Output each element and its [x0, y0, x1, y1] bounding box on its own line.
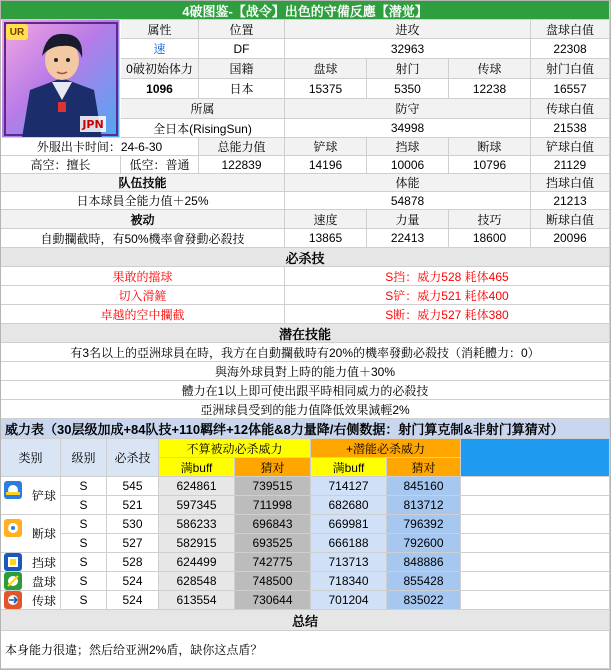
skill-cell: 545 — [107, 477, 159, 496]
shoot-white-label: 射门白值 — [531, 59, 610, 79]
power-value: 22413 — [367, 229, 449, 248]
skill-header: 必杀技 — [107, 439, 159, 477]
full-buff-value: 582915 — [159, 534, 235, 553]
power-table-title: 威力表（30层级加成+84队技+110羁绊+12体能&8力量降/右侧数据：射门算克制&非射门算猜对） — [1, 419, 610, 439]
skill-cell: 521 — [107, 496, 159, 515]
skill-cell: 527 — [107, 534, 159, 553]
guess-value: 693525 — [235, 534, 311, 553]
stamina-label: 体能 — [285, 174, 531, 192]
pass-value: 12238 — [449, 79, 531, 99]
team-skill-text: 日本球員全能力值＋25% — [1, 192, 285, 210]
latent-full-value: 682680 — [311, 496, 387, 515]
category-name: 断球 — [31, 527, 56, 541]
latent-skill-header: 潜在技能 — [1, 324, 610, 343]
page-title: 4破图鉴-【战令】出色的守備反應【潜觉】 — [1, 1, 610, 20]
full-buff-value: 597345 — [159, 496, 235, 515]
guess-value: 739515 — [235, 477, 311, 496]
level-cell: S — [61, 572, 107, 591]
stamina-0-value: 1096 — [121, 79, 199, 99]
latent-full-value: 701204 — [311, 591, 387, 610]
special-skill-stat: S挡：威力528 耗体465 — [285, 267, 610, 286]
stamina-0-label: 0破初始体力 — [121, 59, 199, 79]
latent-full-value: 666188 — [311, 534, 387, 553]
category-name: 传球 — [31, 593, 56, 608]
skill-cell: 524 — [107, 591, 159, 610]
category-name: 盘球 — [31, 574, 56, 589]
guess-value: 711998 — [235, 496, 311, 515]
category-name: 铲球 — [31, 489, 56, 503]
tackle-white-value: 21129 — [531, 156, 610, 174]
latent-skill-line: 有3名以上的亞洲球員在時，我方在自動攔截時有20%的機率發動必殺技（消耗體力：0） — [1, 343, 610, 362]
team-value: 全日本(RisingSun) — [121, 119, 285, 138]
level-cell: S — [61, 591, 107, 610]
level-cell: S — [61, 553, 107, 572]
speed-value: 13865 — [285, 229, 367, 248]
latent-full-value: 718340 — [311, 572, 387, 591]
empty-cell — [461, 515, 610, 534]
special-skill-name: 切入滑鏟 — [1, 286, 285, 305]
release-date: 外服出卡时间：24-6-30 — [1, 138, 199, 156]
tackle-label: 铲球 — [285, 138, 367, 156]
blank-header — [461, 439, 610, 477]
guess-value: 696843 — [235, 515, 311, 534]
latent-guess-value: 792600 — [387, 534, 461, 553]
special-skill-stat: S铲：威力521 耗体400 — [285, 286, 610, 305]
dribble-label: 盘球 — [285, 59, 367, 79]
team-skill-label: 队伍技能 — [1, 174, 285, 192]
summary-text: 本身能力很違；然后给亚洲2%盾，缺你这点盾？ — [1, 631, 610, 669]
full-buff-value: 624861 — [159, 477, 235, 496]
attribute-label: 属性 — [121, 20, 199, 39]
shoot-label: 射门 — [367, 59, 449, 79]
defense-label: 防守 — [285, 99, 531, 119]
total-value: 122839 — [199, 156, 285, 174]
air-ability: 高空：擅长 — [1, 156, 121, 174]
level-cell: S — [61, 515, 107, 534]
intercept-value: 10796 — [449, 156, 531, 174]
special-skill-stat: S断：威力527 耗体380 — [285, 305, 610, 324]
empty-cell — [461, 534, 610, 553]
empty-cell — [461, 553, 610, 572]
attack-value: 32963 — [285, 39, 531, 59]
group-latent-header: +潜能必杀威力 — [311, 439, 461, 458]
tackle-value: 14196 — [285, 156, 367, 174]
intercept-white-label: 断球白值 — [531, 210, 610, 229]
full-buff-value: 624499 — [159, 553, 235, 572]
block-white-value: 21213 — [531, 192, 610, 210]
level-cell: S — [61, 496, 107, 515]
skill-cell: 524 — [107, 572, 159, 591]
dribble-icon — [4, 572, 22, 590]
rarity-badge: UR — [6, 24, 28, 40]
latent-skill-line: 亞洲球員受到的能力值降低效果減輕2% — [1, 400, 610, 419]
full-buff-value: 628548 — [159, 572, 235, 591]
dribble-white-value: 22308 — [531, 39, 610, 59]
latent-skill-line: 體力在1以上即可使出跟平時相同威力的必殺技 — [1, 381, 610, 400]
pass-white-value: 21538 — [531, 119, 610, 138]
team-label: 所属 — [121, 99, 285, 119]
speed-label: 速度 — [285, 210, 367, 229]
special-skill-name: 卓越的空中攔截 — [1, 305, 285, 324]
dribble-white-label: 盘球白值 — [531, 20, 610, 39]
pass-icon — [4, 591, 22, 609]
empty-cell — [461, 496, 610, 515]
latent-full-value: 714127 — [311, 477, 387, 496]
level-header: 级别 — [61, 439, 107, 477]
svg-text:JPN: JPN — [82, 118, 104, 131]
latent-full-value: 669981 — [311, 515, 387, 534]
special-skill-name: 果敢的擋球 — [1, 267, 285, 286]
latent-skill-line: 與海外球員對上時的能力值＋30% — [1, 362, 610, 381]
category-cell-block — [1, 553, 61, 572]
category-name: 挡球 — [31, 555, 56, 570]
latent-guess-value: 848886 — [387, 553, 461, 572]
total-label: 总能力值 — [199, 138, 285, 156]
passive-label: 被动 — [1, 210, 285, 229]
guess-value: 730644 — [235, 591, 311, 610]
attack-label: 进攻 — [285, 20, 531, 39]
pass-white-label: 传球白值 — [531, 99, 610, 119]
passive-text: 自動攔截時，有50%機率會發動必殺技 — [1, 229, 285, 248]
empty-cell — [461, 591, 610, 610]
latent-guess-value: 845160 — [387, 477, 461, 496]
stamina-value: 54878 — [285, 192, 531, 210]
block-white-label: 挡球白值 — [531, 174, 610, 192]
latent-guess-value: 796392 — [387, 515, 461, 534]
block-icon — [4, 553, 22, 571]
special-skill-header: 必杀技 — [1, 248, 610, 267]
player-card-image — [2, 20, 120, 138]
attribute-value: 速 — [121, 39, 199, 59]
full-buff-value: 613554 — [159, 591, 235, 610]
position-value: DF — [199, 39, 285, 59]
guess-header: 猜对 — [387, 458, 461, 477]
intercept-label: 断球 — [449, 138, 531, 156]
intercept-icon — [4, 519, 22, 537]
skill-cell: 530 — [107, 515, 159, 534]
power-label: 力量 — [367, 210, 449, 229]
intercept-white-value: 20096 — [531, 229, 610, 248]
category-cell-tackle — [1, 477, 61, 515]
block-label: 挡球 — [367, 138, 449, 156]
full-buff-value: 586233 — [159, 515, 235, 534]
category-cell-pass — [1, 591, 61, 610]
tech-value: 18600 — [449, 229, 531, 248]
shoot-white-value: 16557 — [531, 79, 610, 99]
empty-cell — [461, 477, 610, 496]
tech-label: 技巧 — [449, 210, 531, 229]
latent-full-value: 713713 — [311, 553, 387, 572]
tackle-icon — [4, 481, 22, 499]
ground-ability: 低空：普通 — [121, 156, 199, 174]
nationality-value: 日本 — [199, 79, 285, 99]
category-cell-dribble — [1, 572, 61, 591]
latent-guess-value: 855428 — [387, 572, 461, 591]
full-buff-header: 满buff — [311, 458, 387, 477]
empty-cell — [461, 572, 610, 591]
summary-header: 总结 — [1, 610, 610, 631]
tackle-white-label: 铲球白值 — [531, 138, 610, 156]
level-cell: S — [61, 477, 107, 496]
category-cell-intercept — [1, 515, 61, 553]
latent-guess-value: 835022 — [387, 591, 461, 610]
block-value: 10006 — [367, 156, 449, 174]
position-label: 位置 — [199, 20, 285, 39]
level-cell: S — [61, 534, 107, 553]
guess-header: 猜对 — [235, 458, 311, 477]
pass-label: 传球 — [449, 59, 531, 79]
dribble-value: 15375 — [285, 79, 367, 99]
full-buff-header: 满buff — [159, 458, 235, 477]
nationality-label: 国籍 — [199, 59, 285, 79]
group-no-passive-header: 不算被动必杀威力 — [159, 439, 311, 458]
guess-value: 742775 — [235, 553, 311, 572]
shoot-value: 5350 — [367, 79, 449, 99]
category-header: 类别 — [1, 439, 61, 477]
guess-value: 748500 — [235, 572, 311, 591]
latent-guess-value: 813712 — [387, 496, 461, 515]
defense-value: 34998 — [285, 119, 531, 138]
skill-cell: 528 — [107, 553, 159, 572]
